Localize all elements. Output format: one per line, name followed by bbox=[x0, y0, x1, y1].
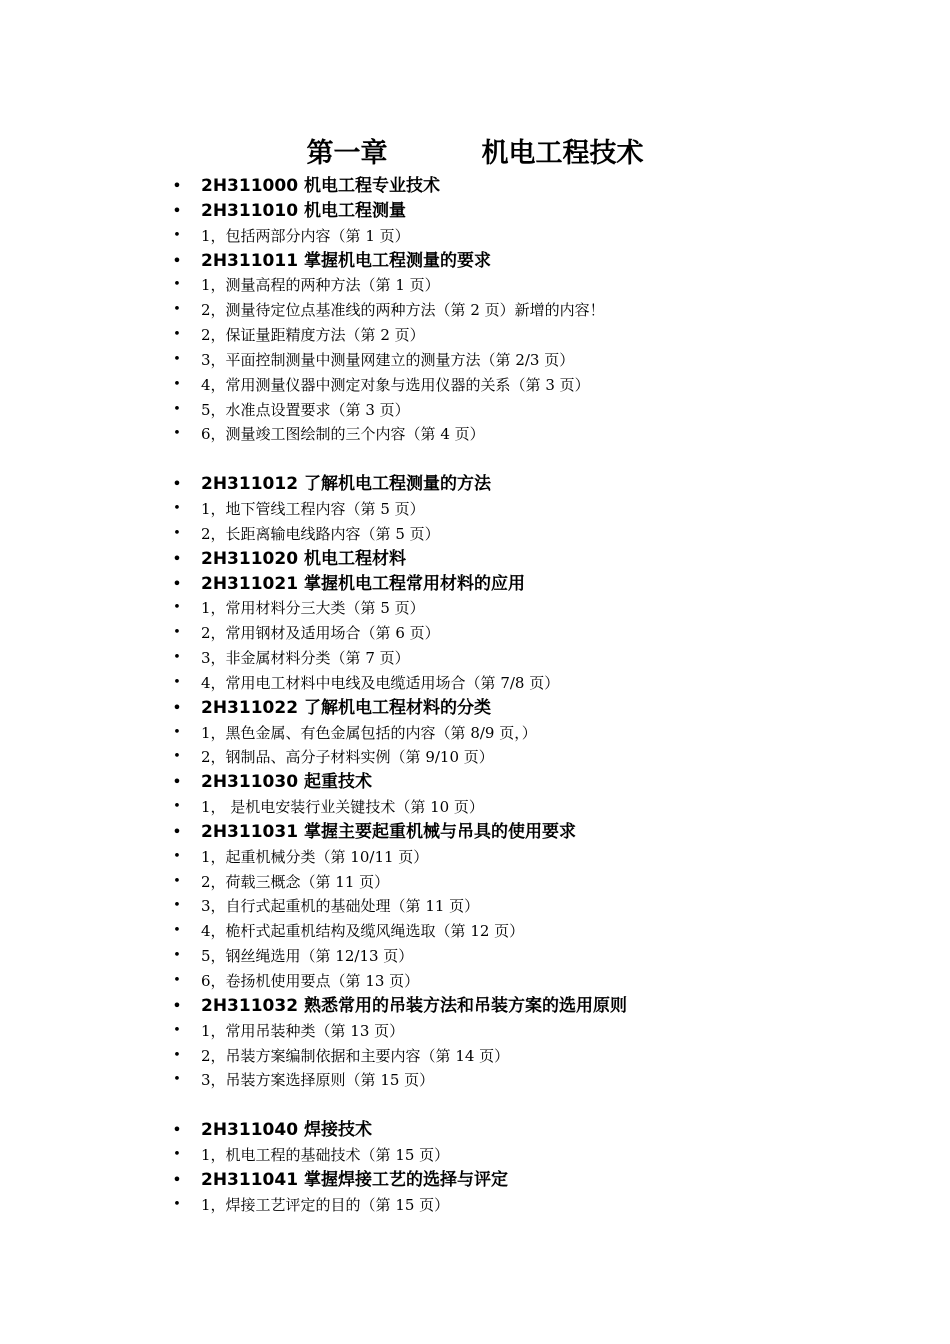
heading-text: 2H311010 机电工程测量 bbox=[201, 200, 406, 221]
outline-item bbox=[0, 944, 950, 969]
heading-text: 2H311031 掌握主要起重机械与吊具的使用要求 bbox=[201, 821, 576, 842]
item-text: 3，非金属材料分类（第 7 页） bbox=[201, 649, 410, 668]
item-text: 1，黑色金属、有色金属包括的内容（第 8/9 页，） bbox=[201, 723, 537, 742]
bullet-icon: • bbox=[173, 302, 181, 318]
heading-text: 2H311032 熟悉常用的吊装方法和吊装方案的选用原则 bbox=[201, 995, 627, 1016]
bullet-icon: • bbox=[173, 749, 181, 765]
heading-text: 2H311021 掌握机电工程常用材料的应用 bbox=[201, 573, 525, 594]
heading-text: 2H311041 掌握焊接工艺的选择与评定 bbox=[201, 1169, 508, 1190]
outline-item bbox=[0, 273, 950, 298]
item-text: 1， 是机电安装行业关键技术（第 10 页） bbox=[201, 798, 484, 817]
chapter-title: 第一章 机电工程技术 bbox=[306, 138, 644, 169]
bullet-icon: • bbox=[173, 227, 181, 243]
bullet-icon: • bbox=[173, 948, 181, 964]
outline-item bbox=[0, 795, 950, 820]
blank-line bbox=[0, 1093, 950, 1118]
outline-item bbox=[0, 1143, 950, 1168]
outline-item bbox=[0, 298, 950, 323]
bullet-icon: • bbox=[172, 697, 182, 717]
outline-heading bbox=[0, 1118, 950, 1143]
outline-heading bbox=[0, 547, 950, 572]
item-text: 1，机电工程的基础技术（第 15 页） bbox=[201, 1145, 450, 1164]
outline-item bbox=[0, 323, 950, 348]
outline-item bbox=[0, 422, 950, 447]
heading-text: 2H311000 机电工程专业技术 bbox=[201, 176, 440, 196]
bullet-icon: • bbox=[172, 250, 182, 270]
item-text: 1，包括两部分内容（第 1 页） bbox=[201, 226, 410, 245]
heading-text: 2H311022 了解机电工程材料的分类 bbox=[201, 697, 491, 718]
outline-item bbox=[0, 596, 950, 621]
bullet-icon: • bbox=[172, 1169, 182, 1189]
item-text: 1，测量高程的两种方法（第 1 页） bbox=[201, 276, 440, 295]
heading-text: 2H311030 起重技术 bbox=[201, 772, 372, 793]
outline-item bbox=[0, 1193, 950, 1218]
bullet-icon: • bbox=[173, 1146, 181, 1162]
bullet-icon: • bbox=[173, 923, 181, 939]
item-text: 1，常用吊装种类（第 13 页） bbox=[201, 1021, 405, 1040]
item-text: 1，常用材料分三大类（第 5 页） bbox=[201, 599, 425, 618]
heading-text: 2H311011 掌握机电工程测量的要求 bbox=[201, 250, 491, 271]
bullet-icon: • bbox=[173, 799, 181, 815]
outline-heading bbox=[0, 696, 950, 721]
bullet-icon: • bbox=[173, 873, 181, 889]
item-text: 2，长距离输电线路内容（第 5 页） bbox=[201, 524, 440, 543]
bullet-icon: • bbox=[173, 724, 181, 740]
bullet-icon: • bbox=[173, 973, 181, 988]
item-text: 2，钢制品、高分子材料实例（第 9/10 页） bbox=[201, 748, 494, 767]
bullet-icon: • bbox=[172, 772, 182, 792]
bullet-icon: • bbox=[172, 200, 182, 220]
heading-text: 2H311040 焊接技术 bbox=[201, 1120, 372, 1141]
bullet-icon: • bbox=[173, 1022, 181, 1038]
bullet-icon: • bbox=[173, 426, 181, 442]
outline-heading bbox=[0, 472, 950, 497]
item-text: 2，吊装方案编制依据和主要内容（第 14 页） bbox=[201, 1046, 510, 1065]
item-text: 6，卷扬机使用要点（第 13 页） bbox=[201, 972, 420, 990]
item-text: 3，吊装方案选择原则（第 15 页） bbox=[201, 1071, 435, 1090]
outline-item bbox=[0, 1019, 950, 1044]
item-text: 2，测量待定位点基准线的两种方法（第 2 页）新增的内容！ bbox=[201, 301, 605, 320]
bullet-icon: • bbox=[172, 548, 182, 568]
outline-item bbox=[0, 969, 950, 994]
bullet-icon: • bbox=[173, 650, 181, 666]
outline-heading bbox=[0, 249, 950, 274]
item-text: 3，平面控制测量中测量网建立的测量方法（第 2/3 页） bbox=[201, 350, 575, 369]
outline-heading bbox=[0, 820, 950, 845]
bullet-icon: • bbox=[173, 600, 181, 616]
outline-heading bbox=[0, 199, 950, 224]
item-text: 5，水准点设置要求（第 3 页） bbox=[201, 400, 410, 419]
item-text: 6，测量竣工图绘制的三个内容（第 4 页） bbox=[201, 425, 485, 444]
bullet-icon: • bbox=[173, 351, 181, 367]
bullet-icon: • bbox=[173, 277, 181, 293]
outline-item bbox=[0, 721, 950, 746]
bullet-icon: • bbox=[173, 525, 181, 541]
bullet-icon: • bbox=[173, 898, 181, 914]
bullet-icon: • bbox=[172, 821, 182, 841]
bullet-icon: • bbox=[173, 848, 181, 864]
item-text: 1，地下管线工程内容（第 5 页） bbox=[201, 499, 425, 518]
item-text: 4，常用测量仪器中测定对象与选用仪器的关系（第 3 页） bbox=[201, 375, 590, 394]
outline-item bbox=[0, 224, 950, 249]
bullet-icon: • bbox=[173, 376, 181, 392]
bullet-icon: • bbox=[172, 176, 182, 195]
blank-line bbox=[0, 447, 950, 472]
bullet-icon: • bbox=[173, 625, 181, 641]
outline-item bbox=[0, 870, 950, 895]
item-text: 4，桅杆式起重机结构及缆风绳选取（第 12 页） bbox=[201, 922, 525, 941]
bullet-icon: • bbox=[172, 995, 182, 1015]
outline-item bbox=[0, 1068, 950, 1093]
outline-item bbox=[0, 745, 950, 770]
item-text: 2，保证量距精度方法（第 2 页） bbox=[201, 326, 425, 345]
outline-item bbox=[0, 348, 950, 373]
bullet-icon: • bbox=[172, 474, 182, 494]
outline-item bbox=[0, 671, 950, 696]
bullet-icon: • bbox=[173, 1196, 181, 1212]
outline-item bbox=[0, 894, 950, 919]
outline-item bbox=[0, 1044, 950, 1069]
outline-item bbox=[0, 497, 950, 522]
outline-heading bbox=[0, 174, 950, 199]
item-text: 3，自行式起重机的基础处理（第 11 页） bbox=[201, 897, 480, 916]
outline-list bbox=[0, 174, 950, 1217]
bullet-icon: • bbox=[172, 573, 182, 593]
item-text: 5，钢丝绳选用（第 12/13 页） bbox=[201, 947, 414, 966]
item-text: 4，常用电工材料中电线及电缆适用场合（第 7/8 页） bbox=[201, 673, 560, 692]
bullet-icon: • bbox=[173, 327, 181, 343]
bullet-icon: • bbox=[173, 674, 181, 690]
outline-item bbox=[0, 373, 950, 398]
outline-heading bbox=[0, 572, 950, 597]
item-text: 2，常用钢材及适用场合（第 6 页） bbox=[201, 624, 440, 643]
outline-heading bbox=[0, 994, 950, 1019]
heading-text: 2H311012 了解机电工程测量的方法 bbox=[201, 474, 491, 495]
bullet-icon: • bbox=[173, 1072, 181, 1088]
outline-item bbox=[0, 845, 950, 870]
outline-item bbox=[0, 919, 950, 944]
item-text: 1，焊接工艺评定的目的（第 15 页） bbox=[201, 1195, 450, 1214]
bullet-icon: • bbox=[173, 1047, 181, 1063]
item-text: 2，荷载三概念（第 11 页） bbox=[201, 872, 390, 891]
heading-text: 2H311020 机电工程材料 bbox=[201, 548, 406, 569]
outline-heading bbox=[0, 770, 950, 795]
bullet-icon: • bbox=[173, 500, 181, 516]
item-text: 1，起重机械分类（第 10/11 页） bbox=[201, 847, 429, 866]
outline-heading bbox=[0, 1168, 950, 1193]
bullet-icon: • bbox=[172, 1120, 182, 1140]
outline-item bbox=[0, 646, 950, 671]
outline-item bbox=[0, 522, 950, 547]
bullet-icon: • bbox=[173, 401, 181, 417]
outline-item bbox=[0, 398, 950, 423]
outline-item bbox=[0, 621, 950, 646]
